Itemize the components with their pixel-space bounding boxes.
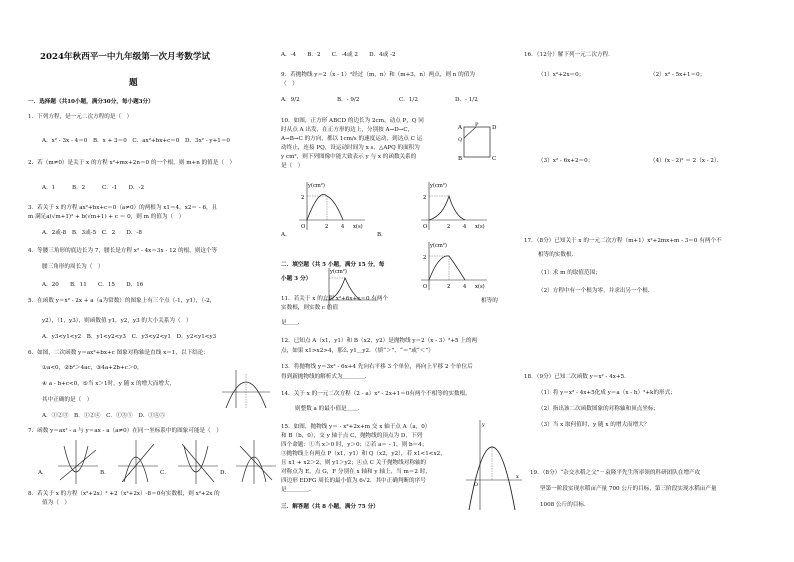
question-11-side: 相等的: [481, 298, 498, 304]
question-16-part1: （1）x²+2x＝0；: [538, 72, 585, 78]
x-axis-label: x(s): [475, 284, 485, 290]
question-12-line1: 12．已知点 A（x1，y1）和 B（x2，y2）是抛物线 y＝2（x - 3）²+5 上的两: [281, 338, 478, 344]
q6-parabola-figure: [222, 370, 270, 410]
label-c: C: [492, 156, 497, 162]
exam-title-cont: 题: [129, 78, 138, 88]
question-4-line2: 腰三角形的周长为（ ）: [42, 264, 104, 270]
q7-graph-b: [118, 440, 158, 484]
q7-option-a: A．: [38, 470, 48, 476]
tick-x-2: 2: [447, 224, 451, 230]
question-4-line1: 4．等腰三角形的底边长为 7，腰长是方程 x² - 4x＝3x - 12 的根，则这个等: [28, 248, 218, 254]
q7-graph-d: [236, 440, 276, 484]
origin-label: O: [423, 284, 428, 290]
question-16-part2: （2）x² - 5x+1＝0；: [650, 72, 706, 78]
column-right: [524, 0, 774, 562]
q10-graph-c: [409, 240, 489, 292]
question-5-line2: y2），（1，y3），则函数值 y1，y2，y3 的大小关系为（ ）: [42, 318, 192, 324]
x-axis-label: x(s): [353, 224, 363, 230]
q7-option-d: D．: [220, 470, 231, 476]
exam-title: 2024年秋西平一中九年级第一次月考数学试: [40, 52, 211, 62]
tick-x-4: 4: [341, 224, 345, 230]
q9-option-a: A．9/2: [281, 97, 300, 103]
tick-2: 2: [301, 195, 305, 201]
question-8-options: A．-4 B．2 C．-4或 2 D．4或 -2: [281, 52, 396, 58]
question-7: 7．函数 y＝ax² - a 与 y＝ax - a（a≠0）在同一坐标系中的图象可能是（ ）: [28, 428, 222, 434]
question-15-line2: 和 B（b，0），交 y 轴于点 C，抛物线的顶点为 D，下列: [281, 433, 423, 439]
question-16-part3: （3）x² - 6x+2＝0；: [538, 158, 594, 164]
question-2: 2．若（m≠0）是关于 x 的方程 x²+mx+2n＝0 的一个根，则 m+n 的值是（ ）: [28, 160, 236, 166]
question-5-options: A．y3<y1<y2 B．y1<y2<y3 C．y3<y2<y1 D．y2<y1<y3: [42, 334, 217, 340]
tick-x-4: 4: [463, 224, 467, 230]
x-label: x: [516, 474, 519, 480]
question-15-line8: 是＿＿＿＿．: [281, 487, 315, 493]
q15-parabola-figure: [466, 420, 522, 512]
question-19-line1: 19．（8分）“杂交水稻之父”－袁隆平先生所率领的科研团队在增产攻: [530, 470, 701, 476]
question-16: 16．（12分）解下列一元二次方程．: [524, 52, 614, 58]
question-9-line2: （ ）: [281, 81, 298, 87]
q9-option-c: C．1/2: [399, 97, 418, 103]
y-axis-label: y(cm²): [330, 269, 347, 275]
question-14-line2: 则整数 a 的最小值是＿＿．: [295, 406, 364, 412]
section-2-heading-cont: 小题 3 分）: [281, 276, 312, 282]
question-19-line3: 1008 公斤的目标．: [540, 502, 590, 508]
question-17-line1: 17．（8分）已知关于 x 的一元二次方程（m+1）x²+2mx+m - 3＝0 有两个不: [524, 238, 722, 244]
question-10-line4: 动终止，连接 PQ，设运动时间为 x s，△APQ 的面积为: [281, 145, 420, 151]
origin-label: O: [423, 224, 428, 230]
label-p: P: [475, 122, 479, 128]
y-axis-label: y(cm²): [430, 243, 447, 249]
question-8-line1: 8．若关于 x 的方程（x²+2x）² +2（x²+2x）-8＝0有实数根，则 x²+2x 的: [28, 491, 220, 497]
q7-option-c: C．: [160, 470, 170, 476]
question-18-part1: （1）将 y＝x² - 4x+5化成 y＝a（x - h）²+k的形式；: [538, 390, 676, 396]
question-6-line1: 6．如图，二次函数 y＝ax²+bx+c 图象对称轴是直线 x＝1，以下结论：: [28, 350, 209, 356]
question-19-line2: 坚第一阶段实现水稻亩产量 700 公斤的目标，第三阶段实现水稻亩产量: [540, 486, 717, 492]
q10-square-figure: [457, 122, 499, 164]
question-13-line1: 13．将抛物线 y＝3x² - 6x+4 先向右平移 3 个单位，再向上平移 2 个单位后: [281, 364, 473, 370]
tick-2: 2: [423, 195, 427, 201]
q7-option-b: B．: [100, 470, 110, 476]
q10-option-a: A．: [281, 232, 291, 238]
question-18: 18．（9分）已知二次函数 y＝x² - 4x+5．: [524, 374, 630, 380]
question-6-options: A．①②③ B．①②④ C．①③⑤ D．①④⑤: [42, 413, 166, 419]
section-3-heading: 三．解答题（共 8 小题，满分 75 分）: [281, 504, 379, 510]
question-6-line3: ④ a - b+c<0，⑤当 x＞1时，y 随 x 的增大而增大，: [42, 381, 176, 387]
label-b: B: [458, 156, 463, 162]
section-2-heading: 二．填空题（共 5 小题，满分 15 分，每: [281, 262, 385, 268]
question-12-line2: 点，如果 x1>x2>4，那么 y1＿y2．（填“＞”、“＝”或“＜”）: [281, 348, 434, 354]
question-13-line2: 得到新抛物线的解析式为＿＿＿＿．: [281, 374, 371, 380]
q9-option-d: D．- 1/2: [455, 97, 478, 103]
question-10-line5: y cm²，则下列图像中能大致表示 y 与 x 的函数关系的: [281, 154, 417, 160]
question-15-line6: 对称点为 E，点 G，F 分别在 x 轴和 y 轴上，当 m＝2 时，: [281, 469, 431, 475]
tick-2: 2: [423, 255, 427, 261]
section-1-heading: 一．选择题（共10小题，满分30分，每小题3分）: [28, 99, 154, 105]
tick-x-2: 2: [447, 284, 451, 290]
tick-x-4: 4: [463, 284, 467, 290]
origin-label: O: [474, 482, 479, 488]
column-left: [28, 0, 270, 562]
q10-option-b: B．: [377, 232, 387, 238]
y-axis-label: y(cm²): [308, 183, 325, 189]
question-3-line2: m 满足a(√m+1)² + b(√m+1) + c ＝ 0，则 m 的值为（ ）: [28, 214, 185, 220]
q9-option-b: B．- 9/2: [337, 97, 360, 103]
question-10-line1: 10．如图，正方形 ABCD 的边长为 2cm，动点 P，Q 同: [281, 118, 424, 124]
origin-label: O: [301, 224, 306, 230]
question-17-part1: （1）求 m 的取值范围；: [538, 270, 601, 276]
label-d: D: [492, 125, 497, 131]
question-15-line7: 四边形 EDFG 周长的最小值为 6√2．其中正确判断的序号: [281, 478, 426, 484]
label-a: A: [458, 125, 462, 131]
tick-x-2: 2: [325, 224, 329, 230]
question-17-line2: 相等的实数根．: [538, 252, 578, 258]
x-axis-label: x(s): [475, 224, 485, 230]
question-11-line1: 11．若关于 x 的方程 x²+6x+c＝0 有两个: [281, 296, 389, 302]
question-18-part3: （3）当 x 取何值时，y 随 x 的增大而增大？: [538, 422, 650, 428]
question-2-options: A．1 B．2 C．-1 D．-2: [42, 185, 145, 191]
y-label: y: [482, 422, 485, 428]
q10-graph-b: [409, 180, 489, 232]
question-11-line3: 是＿＿．: [281, 320, 304, 326]
question-10-line6: 是（ ）: [281, 163, 304, 169]
question-15-line3: 四个命题：①当 x＞0 时，y＞0；②若 a＝ - 1，则 b＝4；: [281, 442, 428, 448]
question-6-line2: ①a<0，②b²＞4ac，③4a+2b+c＞0，: [42, 365, 143, 371]
question-15-line5: 且 x1 + x2＞2，则 y1＞y2；④点 C 关于抛物线对称轴的: [281, 460, 427, 466]
question-5-line1: 5．在函数 y＝x² - 2x + a（a为常数）的图象上有三个点（-1，y1），（-2，: [28, 298, 216, 304]
label-q: Q: [458, 137, 463, 143]
question-10-line3: A→B→C 的方向，都以 1cm/s 的速度运动，到达点 C 运: [281, 136, 423, 142]
q7-graph-a: [58, 440, 98, 484]
question-9-line1: 9．若抛物线 y＝2（x - 1）²经过（m，n）和（m+3，n）两点，则 n 的值为: [281, 72, 475, 78]
question-4-options: A．20 B．11 C．15 D．16: [42, 282, 144, 288]
question-6-line4: 其中正确的是（ ）: [42, 397, 93, 403]
question-1: 1．下列方程，是一元二次方程的是（ ）: [28, 114, 133, 120]
y-axis-label: y(cm²): [430, 183, 447, 189]
question-8-line2: 值为（ ）: [42, 500, 70, 506]
question-10-line2: 时从点 A 出发，在正方形的边上，分别按 A→D→C，: [281, 127, 414, 133]
q7-graph-c: [178, 440, 218, 484]
question-18-part2: （2）指出该二次函数图象的对称轴和顶点坐标；: [538, 406, 660, 412]
question-3-line1: 3．若关于 x 的方程 ax²+bx+c＝0（a≠0）的两根为 x1＝4，x2＝ - 6，且: [28, 205, 218, 211]
q10-graph-a: [287, 180, 367, 232]
question-15-line1: 15．如图，抛物线 y＝ - x²+2x+m 交 x 轴于点 A（a，0）: [281, 424, 431, 430]
question-3-options: A．2或-8 B．3或-5 C．2 D．-8: [42, 230, 142, 236]
question-17-part2: （2）方程中有一个根为零，并求出另一个根．: [538, 288, 654, 294]
question-11-line2: 实数根，则实数 c 的值: [281, 305, 339, 311]
question-16-part4: （4）(x - 2)² ＝ 2（x - 2）．: [650, 158, 723, 164]
question-15-line4: ③抛物线上有两点 P（x1，y1）和 Q（x2，y2），若 x1<1<x2，: [281, 451, 446, 457]
question-14-line1: 14．关于 x 的一元二次方程（2 - a）x² - 2x+1＝0有两个不相等的实数根，: [281, 391, 471, 397]
question-1-options: A．x² - 3x - 4＝0 B．x + 3＝0 C．ax²+bx+c＝0 D．3x² - y+1＝0: [42, 138, 230, 144]
